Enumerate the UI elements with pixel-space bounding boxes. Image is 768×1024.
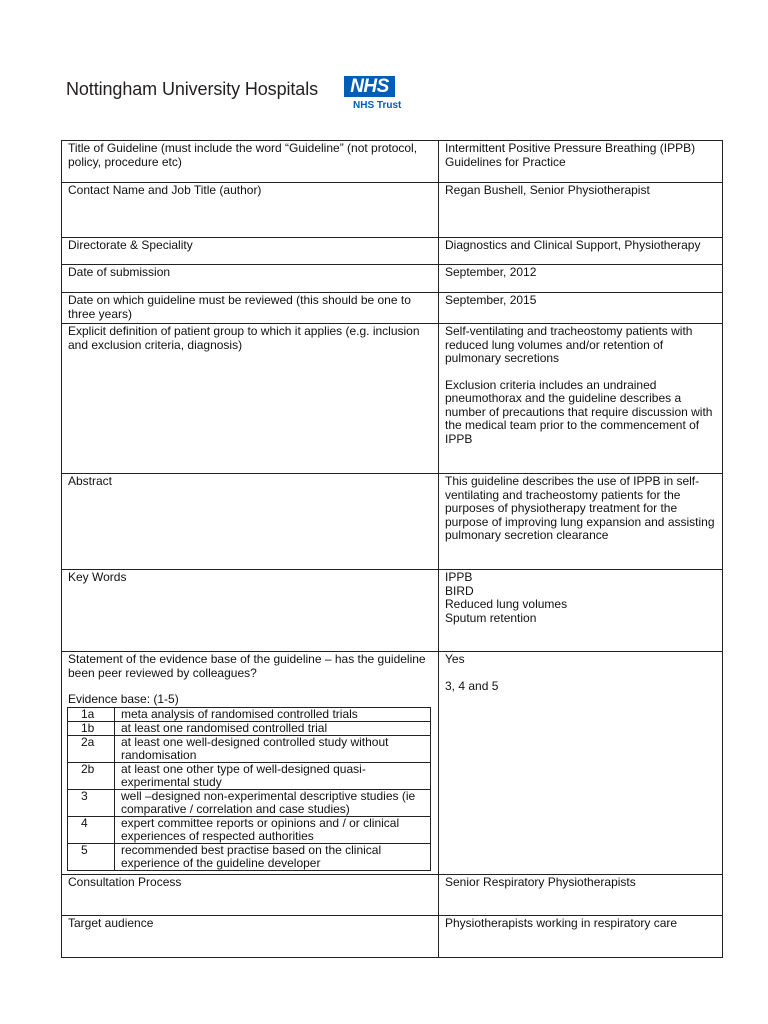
evidence-code: 5 (68, 843, 115, 870)
evidence-code: 2b (68, 762, 115, 789)
row-label (62, 265, 439, 293)
table-row (62, 916, 723, 958)
table-row (62, 141, 723, 183)
value-text: Exclusion criteria includes an undrained pneumothorax and the guideline describes a number of precautions that require discussion with the medical team prior to the commencement of IPPB (445, 377, 713, 446)
evidence-desc: at least one randomised controlled trial (115, 721, 431, 735)
row-value (439, 238, 723, 265)
label-text: Abstract (68, 474, 113, 488)
label-text: Contact Name and Job Title (author) (68, 183, 262, 197)
nhs-trust-label: NHS Trust (353, 100, 402, 111)
evidence-desc: meta analysis of randomised controlled trials (115, 707, 431, 721)
table-row (68, 789, 431, 816)
guideline-form-table (61, 140, 723, 958)
evidence-desc: at least one other type of well-designed quasi-experimental study (115, 762, 431, 789)
row-label (62, 916, 439, 958)
row-value (439, 875, 723, 916)
label-text: Date of submission (68, 265, 171, 279)
row-value (439, 183, 723, 238)
evidence-desc: expert committee reports or opinions and / or clinical experiences of respected authorities (115, 816, 431, 843)
value-text: Diagnostics and Clinical Support, Physiotherapy (445, 238, 701, 252)
value-text: September, 2012 (445, 265, 537, 279)
value-text: BIRD (445, 583, 474, 598)
label-text: Directorate & Speciality (68, 238, 193, 252)
row-label (62, 141, 439, 183)
table-row (68, 721, 431, 735)
value-text: Physiotherapists working in respiratory care (445, 916, 678, 930)
evidence-desc: well –designed non-experimental descriptive studies (ie comparative / correlation and case studies) (115, 789, 431, 816)
evidence-desc: recommended best practise based on the clinical experience of the guideline developer (115, 843, 431, 870)
table-row (62, 238, 723, 265)
row-label (62, 324, 439, 474)
row-value (439, 293, 723, 324)
label-text: Date on which guideline must be reviewed (this should be one to three years) (68, 293, 411, 321)
table-row (62, 293, 723, 324)
row-value (439, 141, 723, 183)
value-text: Sputum retention (445, 610, 537, 625)
table-row (62, 474, 723, 570)
evidence-code: 2a (68, 735, 115, 762)
value-text: 3, 4 and 5 (445, 678, 499, 693)
row-label (62, 652, 439, 875)
row-value (439, 265, 723, 293)
table-row (62, 875, 723, 916)
value-text: IPPB (445, 570, 473, 584)
value-text: Yes (445, 652, 465, 666)
evidence-code: 4 (68, 816, 115, 843)
value-text: This guideline describes the use of IPPB in self-ventilating and tracheostomy patients for the purposes of physiotherapy treatment for the purpose of improving lung expansion and assisting pulmonary secretion clearance (445, 474, 715, 542)
row-label (62, 293, 439, 324)
table-row (62, 183, 723, 238)
row-value (439, 570, 723, 652)
label-text: Consultation Process (68, 875, 182, 889)
row-value (439, 652, 723, 875)
row-value (439, 474, 723, 570)
value-text: Self-ventilating and tracheostomy patients with reduced lung volumes and/or retention of pulmonary secretions (445, 324, 693, 365)
label-text: Target audience (68, 916, 154, 930)
label-text: Key Words (68, 570, 127, 584)
table-row (62, 265, 723, 293)
organisation-name: Nottingham University Hospitals (66, 79, 318, 99)
row-label (62, 570, 439, 652)
label-text: Statement of the evidence base of the guideline – has the guideline been peer reviewed by colleagues? (68, 652, 426, 680)
evidence-code: 1a (68, 707, 115, 721)
value-text: September, 2015 (445, 293, 537, 307)
table-row (68, 762, 431, 789)
evidence-desc: at least one well-designed controlled study without randomisation (115, 735, 431, 762)
row-label (62, 238, 439, 265)
table-row (68, 735, 431, 762)
row-label (62, 183, 439, 238)
row-label (62, 474, 439, 570)
table-row (68, 816, 431, 843)
label-text: Explicit definition of patient group to which it applies (e.g. inclusion and exclusion criteria, diagnosis) (68, 324, 420, 352)
table-row (62, 324, 723, 474)
row-value (439, 324, 723, 474)
value-text: Intermittent Positive Pressure Breathing (IPPB) Guidelines for Practice (445, 141, 696, 169)
table-row (68, 843, 431, 870)
evidence-code: 1b (68, 721, 115, 735)
document-header (66, 76, 406, 116)
table-row (62, 570, 723, 652)
nhs-logo: NHS (344, 76, 395, 97)
table-row (62, 652, 723, 875)
table-row (68, 707, 431, 721)
row-value (439, 916, 723, 958)
row-label (62, 875, 439, 916)
evidence-base-label: Evidence base: (1-5) (68, 692, 179, 706)
label-text: Title of Guideline (must include the word “Guideline” (not protocol, policy, procedure etc) (68, 141, 418, 169)
evidence-code: 3 (68, 789, 115, 816)
value-text: Regan Bushell, Senior Physiotherapist (445, 183, 650, 197)
value-text: Senior Respiratory Physiotherapists (445, 875, 636, 889)
value-text: Reduced lung volumes (445, 597, 568, 611)
evidence-levels-table (67, 707, 431, 871)
